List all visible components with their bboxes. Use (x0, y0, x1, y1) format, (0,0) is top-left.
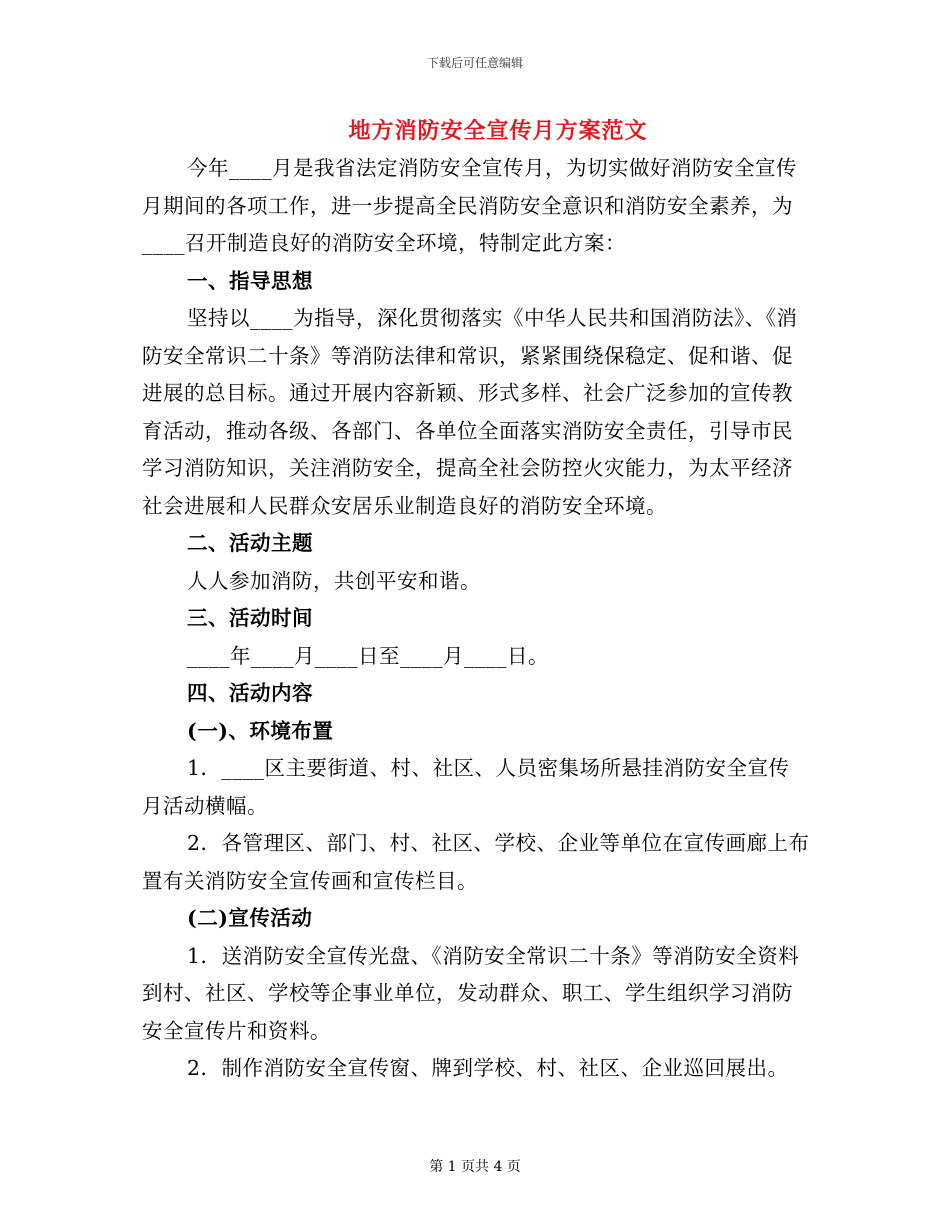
subsection-heading-publicity: (二)宣传活动 (187, 906, 313, 930)
page-footer: 第 1 页共 4 页 (429, 1159, 521, 1175)
intro-paragraph: 今年____月是我省法定消防安全宣传月，为切实做好消防安全宣传月期间的各项工作，进一步提高全民消防安全意识和消防安全素养，为____召开制造良好的消防安全环境，特制定此方案： (142, 156, 797, 255)
publicity-item-1: 1．送消防安全宣传光盘、《消防安全常识二十条》等消防安全资料到村、社区、学校等企事业单位，发动群众、职工、学生组织学习消防安全宣传片和资料。 (142, 943, 800, 1043)
section-heading-content: 四、活动内容 (187, 681, 313, 705)
subsection-heading-environment: (一)、环境布置 (187, 718, 334, 743)
guiding-paragraph: 坚持以____为指导，深化贯彻落实《中华人民共和国消防法》、《消防安全常识二十条》等消防法律和常识，紧紧围绕保稳定、促和谐、促进展的总目标。通过开展内容新颖、形式多样、社会广泛参加的宣传教育活动，推动各级、各部门、各单位全面落实消防安全责任，引导市民学习消防知识，关注消防安全，提高全社会防控火灾能力，为太平经济社会进展和人民群众安居乐业制造良好的消防安全环境。 (142, 306, 798, 518)
time-paragraph: ____年____月____日至____月____日。 (187, 643, 549, 668)
section-heading-theme: 二、活动主题 (187, 531, 313, 555)
document-body (142, 150, 810, 1088)
section-heading-time: 三、活动时间 (187, 606, 313, 630)
theme-paragraph: 人人参加消防，共创平安和谐。 (187, 568, 481, 593)
environment-item-1: 1．____区主要街道、村、社区、人员密集场所悬挂消防安全宣传月活动横幅。 (142, 756, 790, 818)
document-title: 地方消防安全宣传月方案范文 (348, 118, 648, 144)
environment-item-2: 2．各管理区、部门、村、社区、学校、企业等单位在宣传画廊上布置有关消防安全宣传画和宣传栏目。 (142, 831, 810, 893)
section-heading-guiding: 一、指导思想 (187, 268, 313, 293)
header-note: 下载后可任意编辑 (426, 56, 523, 70)
publicity-item-2: 2．制作消防安全宣传窗、牌到学校、村、社区、企业巡回展出。 (187, 1056, 789, 1080)
